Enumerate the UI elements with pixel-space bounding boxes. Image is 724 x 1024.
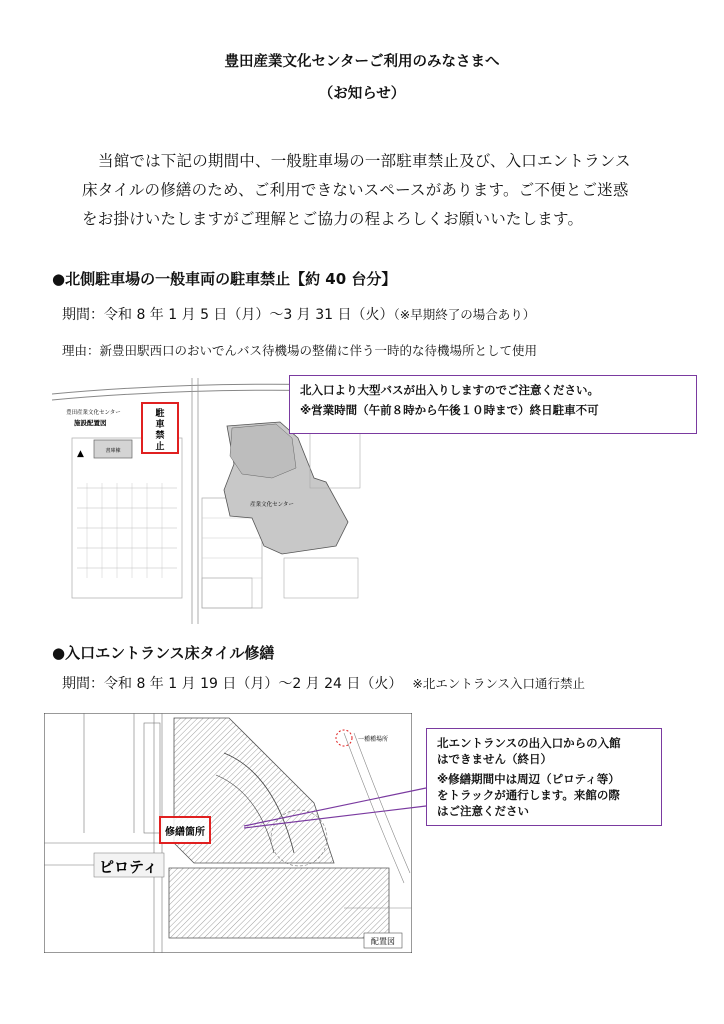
- page-title: 豊田産業文化センターご利用のみなさまへ: [224, 54, 500, 70]
- map-title-line1: 豊田産業文化センター: [66, 410, 121, 416]
- intro-line-3: をお掛けいたしますがご理解とご協力の程よろしくお願いいたします。: [82, 210, 584, 228]
- intro-paragraph: [82, 147, 682, 234]
- area-marker-label: 一種種場所: [358, 736, 389, 743]
- no-parking-label-3: 禁: [155, 431, 165, 441]
- entrance-notice-line1: 北エントランスの出入口からの入館: [437, 736, 621, 750]
- legend-label: 配置図: [371, 937, 395, 946]
- intro-line-2: 床タイルの修繕のため、ご利用できないスペースがあります。ご不便とご迷惑: [82, 181, 629, 199]
- bus-notice-line1: 北入口より大型バスが出入りしますのでご注意ください。: [300, 383, 599, 397]
- map-title-line2: 施設配置図: [74, 419, 107, 427]
- section2-period-text: 期間：令和 8 年 1 月 19 日（月）～2 月 24 日（火）: [62, 676, 403, 692]
- section1-period-note: （※早期終了の場合あり）: [393, 307, 536, 322]
- section1-reason: 理由：新豊田駅西口のおいでんバス待機場の整備に伴う一時的な待機場所として使用: [62, 343, 538, 358]
- intro-line-1: 当館では下記の期間中、一般駐車場の一部駐車禁止及び、入口エントランス: [98, 152, 631, 170]
- section2-period: [62, 673, 585, 693]
- entrance-notice-line2: はできません（終日）: [437, 752, 552, 766]
- repair-location-label: 修繕箇所: [165, 827, 205, 838]
- entrance-repair-map: [44, 713, 412, 953]
- section2-period-note: ※北エントランス入口通行禁止: [412, 676, 586, 691]
- page-subtitle: （お知らせ）: [318, 86, 406, 102]
- section1-period: [62, 304, 535, 324]
- no-parking-label-1: 駐: [155, 409, 165, 419]
- piloti-label: ピロティ: [99, 858, 158, 876]
- bus-notice-callout: [289, 375, 697, 434]
- section2-heading: ●入口エントランス床タイル修繕: [52, 644, 275, 662]
- bus-notice-line2: ※営業時間（午前８時から午後１０時まで）終日駐車不可: [300, 403, 599, 417]
- archive-building-label: 書庫棟: [105, 448, 121, 454]
- north-arrow-icon: ▲: [77, 449, 84, 459]
- section1-heading: ●北側駐車場の一般車両の駐車禁止【約 40 台分】: [52, 270, 397, 288]
- entrance-notice-callout: [426, 728, 662, 826]
- entrance-notice-line4: をトラックが通行します。来館の際: [437, 788, 620, 802]
- entrance-notice-line3: ※修繕期間中は周辺（ピロティ等）: [437, 772, 620, 786]
- main-building-label: 産業文化センター: [250, 502, 294, 508]
- no-parking-label-2: 車: [155, 420, 165, 430]
- section1-period-text: 期間：令和 8 年 1 月 5 日（月）～3 月 31 日（火）: [62, 307, 394, 323]
- no-parking-label-4: 止: [155, 442, 165, 452]
- entrance-notice-line5: はご注意ください: [437, 804, 529, 818]
